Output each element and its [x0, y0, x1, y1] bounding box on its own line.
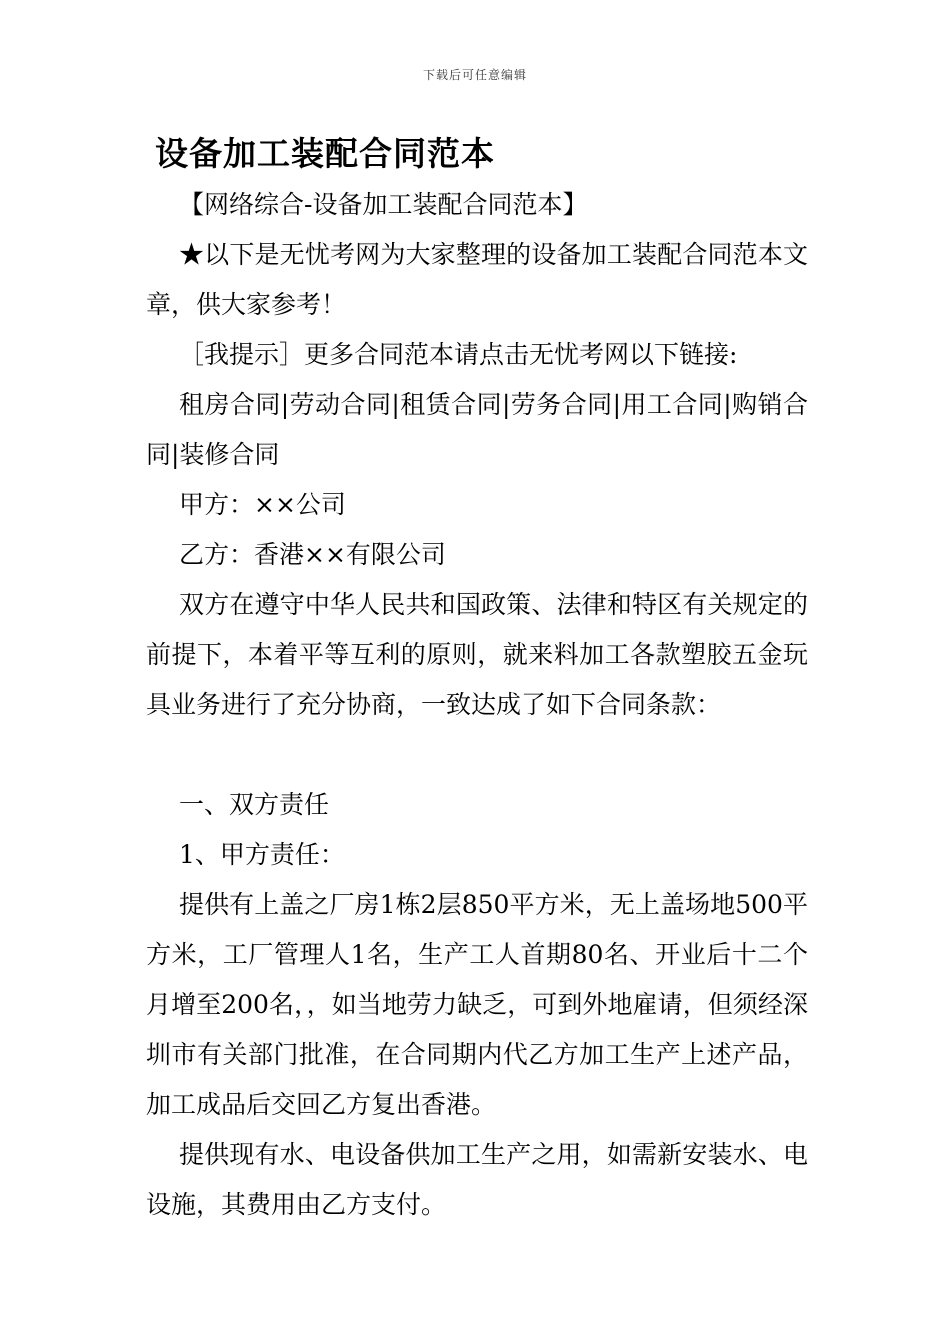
paragraph-factory-provision: 提供有上盖之厂房1栋2层850平方米，无上盖场地500平方米，工厂管理人1名，生产工人首期80名、开业后十二个月增至200名，，如当地劳力缺乏，可到外地雇请，但须经深圳市有关部门批准，在合同期内代乙方加工生产上述产品，加工成品后交回乙方复出香港。 — [146, 890, 808, 1119]
paragraph-utilities: 提供现有水、电设备供加工生产之用，如需新安装水、电设施，其费用由乙方支付。 — [146, 1140, 808, 1219]
section-heading-responsibilities: 一、双方责任 — [179, 790, 330, 819]
paragraph-intro: ★以下是无忧考网为大家整理的设备加工装配合同范本文章，供大家参考！ — [146, 240, 808, 319]
paragraph-links: 租房合同|劳动合同|租赁合同|劳务合同|用工合同|购销合同|装修合同 — [146, 390, 808, 469]
paragraph-preamble: 双方在遵守中华人民共和国政策、法律和特区有关规定的前提下，本着平等互利的原则，就来料加工各款塑胶五金玩具业务进行了充分协商，一致达成了如下合同条款： — [146, 590, 808, 719]
document-title: 设备加工装配合同范本 — [155, 134, 495, 173]
paragraph-source: 【网络综合-设备加工装配合同范本】 — [179, 190, 588, 219]
paragraph-tip: ［我提示］更多合同范本请点击无忧考网以下链接: — [179, 340, 738, 369]
document-body — [146, 180, 808, 1230]
blank-line — [146, 730, 808, 780]
page-header: 下载后可任意编辑 — [422, 68, 527, 82]
paragraph-party-b: 乙方：香港××有限公司 — [179, 540, 446, 569]
subsection-heading-party-a: 1、甲方责任： — [179, 840, 345, 869]
paragraph-party-a: 甲方：××公司 — [179, 490, 346, 519]
